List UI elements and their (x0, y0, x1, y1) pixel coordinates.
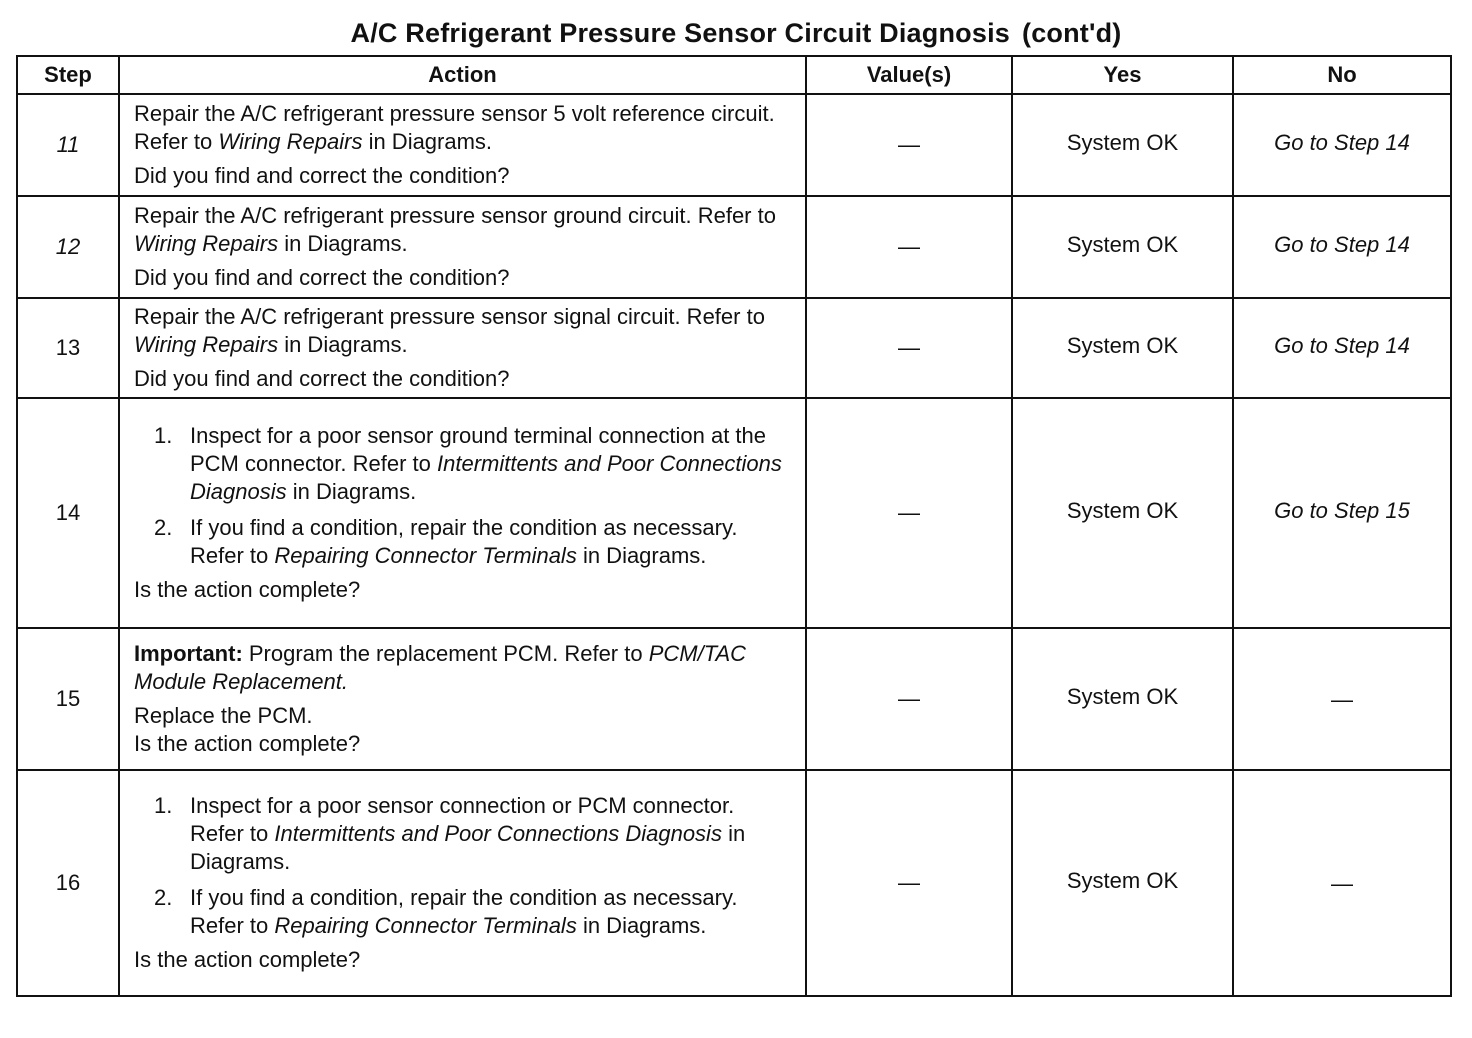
action-question: Is the action complete? (134, 947, 361, 972)
action-question: Is the action complete? (134, 731, 361, 756)
no-cell: — (1233, 628, 1451, 770)
step-number: 13 (17, 298, 119, 398)
no-cell: Go to Step 14 (1233, 298, 1451, 398)
yes-cell: System OK (1012, 94, 1233, 196)
list-item: 2. If you find a condition, repair the condition as necessary. Refer to Repairing Connector Terminals in Diagrams. (154, 515, 738, 568)
intermittents-ref: Intermittents and Poor Connections Diagnosis (274, 821, 722, 846)
step-number: 12 (17, 196, 119, 298)
table-row (17, 94, 1451, 196)
no-cell: — (1233, 770, 1451, 996)
header-no: No (1233, 56, 1451, 94)
action-question: Did you find and correct the condition? (134, 265, 510, 290)
action-text: Replace the PCM. (134, 703, 313, 728)
yes-cell: System OK (1012, 196, 1233, 298)
table-row (17, 298, 1451, 398)
action-steps (134, 792, 793, 940)
list-item: 1. Inspect for a poor sensor ground terminal connection at the PCM connector. Refer to Intermittents and Poor Connections Diagnosis in Diagrams. (154, 423, 782, 504)
item-number: 1. (154, 423, 173, 448)
table-row (17, 196, 1451, 298)
value-cell: — (806, 196, 1012, 298)
header-step: Step (17, 56, 119, 94)
value-cell: — (806, 298, 1012, 398)
yes-cell: System OK (1012, 398, 1233, 628)
action-question: Is the action complete? (134, 577, 361, 602)
value-cell: — (806, 770, 1012, 996)
no-cell: Go to Step 14 (1233, 94, 1451, 196)
header-action: Action (119, 56, 806, 94)
table-row (17, 398, 1451, 628)
action-cell (119, 196, 806, 298)
no-cell: Go to Step 14 (1233, 196, 1451, 298)
action-question: Did you find and correct the condition? (134, 163, 510, 188)
title-suffix: (cont'd) (1022, 18, 1122, 48)
diagnosis-table (16, 55, 1452, 997)
intermittents-ref: Intermittents and Poor Connections Diagnosis (190, 451, 782, 504)
wiring-repairs-ref: Wiring Repairs (134, 231, 279, 256)
value-cell: — (806, 94, 1012, 196)
yes-cell: System OK (1012, 298, 1233, 398)
table-row (17, 628, 1451, 770)
yes-cell: System OK (1012, 770, 1233, 996)
connector-terminals-ref: Repairing Connector Terminals (274, 543, 577, 568)
item-number: 1. (154, 793, 173, 818)
step-number: 15 (17, 628, 119, 770)
action-text: Repair the A/C refrigerant pressure sensor signal circuit. Refer to Wiring Repairs in Diagrams. (134, 304, 765, 357)
action-cell (119, 398, 806, 628)
action-question: Did you find and correct the condition? (134, 366, 510, 391)
action-cell (119, 94, 806, 196)
table-row (17, 770, 1451, 996)
no-cell: Go to Step 15 (1233, 398, 1451, 628)
header-values: Value(s) (806, 56, 1012, 94)
action-steps (134, 422, 793, 570)
pcm-replacement-ref: PCM/TAC Module Replacement. (134, 641, 747, 694)
step-number: 11 (17, 94, 119, 196)
item-number: 2. (154, 885, 173, 910)
wiring-repairs-ref: Wiring Repairs (218, 129, 363, 154)
step-number: 16 (17, 770, 119, 996)
action-text: Repair the A/C refrigerant pressure sensor 5 volt reference circuit. Refer to Wiring Repairs in Diagrams. (134, 101, 775, 154)
wiring-repairs-ref: Wiring Repairs (134, 332, 279, 357)
page-title (0, 18, 1472, 49)
action-cell (119, 298, 806, 398)
value-cell: — (806, 628, 1012, 770)
title-text: A/C Refrigerant Pressure Sensor Circuit Diagnosis (350, 18, 1010, 48)
step-number: 14 (17, 398, 119, 628)
important-note: Important: Program the replacement PCM. Refer to PCM/TAC Module Replacement. (134, 641, 747, 694)
connector-terminals-ref: Repairing Connector Terminals (274, 913, 577, 938)
action-cell (119, 770, 806, 996)
important-label: Important: (134, 641, 243, 666)
action-text: Repair the A/C refrigerant pressure sensor ground circuit. Refer to Wiring Repairs in Diagrams. (134, 203, 776, 256)
item-number: 2. (154, 515, 173, 540)
header-yes: Yes (1012, 56, 1233, 94)
action-cell (119, 628, 806, 770)
header-row (17, 56, 1451, 94)
value-cell: — (806, 398, 1012, 628)
yes-cell: System OK (1012, 628, 1233, 770)
list-item: 1. Inspect for a poor sensor connection or PCM connector. Refer to Intermittents and Poor Connections Diagnosis in Diagrams. (154, 793, 746, 874)
list-item: 2. If you find a condition, repair the condition as necessary. Refer to Repairing Connector Terminals in Diagrams. (154, 885, 738, 938)
